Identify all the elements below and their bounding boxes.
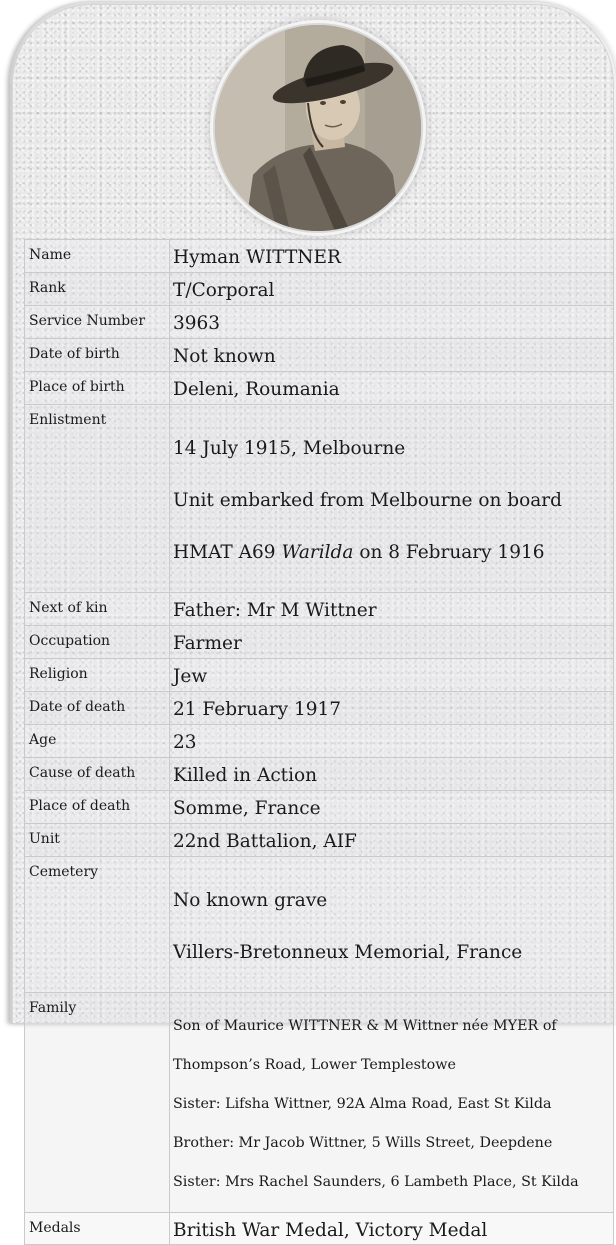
row-date-of-birth — [25, 339, 614, 372]
row-place-of-birth — [25, 372, 614, 405]
label-medals: Medals — [25, 1212, 170, 1244]
row-name — [25, 240, 614, 273]
label-occupation: Occupation — [25, 626, 170, 659]
value-name: Hyman WITTNER — [170, 240, 614, 273]
enlistment-ship-name: Warilda — [281, 542, 354, 563]
value-cause-of-death: Killed in Action — [170, 758, 614, 791]
value-date-of-death: 21 February 1917 — [170, 692, 614, 725]
service-record-table — [24, 239, 614, 1245]
enlistment-ship-suffix: on 8 February 1916 — [353, 542, 545, 563]
label-date-of-birth: Date of birth — [25, 339, 170, 372]
cemetery-line-1: No known grave — [173, 890, 328, 911]
row-date-of-death — [25, 692, 614, 725]
family-line-1: Son of Maurice WITTNER & M Wittner née MYER of — [173, 1017, 557, 1034]
label-date-of-death: Date of death — [25, 692, 170, 725]
family-line-4: Brother: Mr Jacob Wittner, 5 Wills Street, Deepdene — [173, 1134, 553, 1151]
row-religion — [25, 659, 614, 692]
value-enlistment — [170, 405, 614, 593]
portrait-image — [215, 25, 421, 231]
row-cause-of-death — [25, 758, 614, 791]
label-next-of-kin: Next of kin — [25, 593, 170, 626]
row-medals — [25, 1212, 614, 1244]
value-occupation: Farmer — [170, 626, 614, 659]
enlistment-line-1: 14 July 1915, Melbourne — [173, 438, 406, 459]
row-place-of-death — [25, 791, 614, 824]
label-cause-of-death: Cause of death — [25, 758, 170, 791]
label-age: Age — [25, 725, 170, 758]
label-cemetery: Cemetery — [25, 857, 170, 993]
row-occupation — [25, 626, 614, 659]
label-unit: Unit — [25, 824, 170, 857]
enlistment-ship-prefix: HMAT A69 — [173, 542, 282, 563]
row-rank — [25, 273, 614, 306]
row-family — [25, 993, 614, 1213]
label-religion: Religion — [25, 659, 170, 692]
value-next-of-kin: Father: Mr M Wittner — [170, 593, 614, 626]
row-age — [25, 725, 614, 758]
value-age: 23 — [170, 725, 614, 758]
row-cemetery — [25, 857, 614, 993]
cemetery-line-2: Villers-Bretonneux Memorial, France — [173, 942, 523, 963]
label-name: Name — [25, 240, 170, 273]
value-service-number: 3963 — [170, 306, 614, 339]
family-line-3: Sister: Lifsha Wittner, 92A Alma Road, East St Kilda — [173, 1095, 552, 1112]
value-rank: T/Corporal — [170, 273, 614, 306]
label-service-number: Service Number — [25, 306, 170, 339]
label-enlistment: Enlistment — [25, 405, 170, 593]
value-unit: 22nd Battalion, AIF — [170, 824, 614, 857]
value-medals: British War Medal, Victory Medal — [170, 1212, 614, 1244]
family-line-5: Sister: Mrs Rachel Saunders, 6 Lambeth Place, St Kilda — [173, 1173, 579, 1190]
value-place-of-birth: Deleni, Roumania — [170, 372, 614, 405]
label-rank: Rank — [25, 273, 170, 306]
value-family — [170, 993, 614, 1213]
row-enlistment — [25, 405, 614, 593]
value-cemetery — [170, 857, 614, 993]
soldier-portrait — [215, 25, 421, 231]
label-place-of-death: Place of death — [25, 791, 170, 824]
label-place-of-birth: Place of birth — [25, 372, 170, 405]
enlistment-line-3 — [173, 540, 613, 566]
row-unit — [25, 824, 614, 857]
value-religion: Jew — [170, 659, 614, 692]
label-family: Family — [25, 993, 170, 1213]
value-place-of-death: Somme, France — [170, 791, 614, 824]
enlistment-line-2: Unit embarked from Melbourne on board — [173, 490, 562, 511]
value-date-of-birth: Not known — [170, 339, 614, 372]
row-service-number — [25, 306, 614, 339]
family-line-2: Thompson’s Road, Lower Templestowe — [173, 1056, 456, 1073]
row-next-of-kin — [25, 593, 614, 626]
